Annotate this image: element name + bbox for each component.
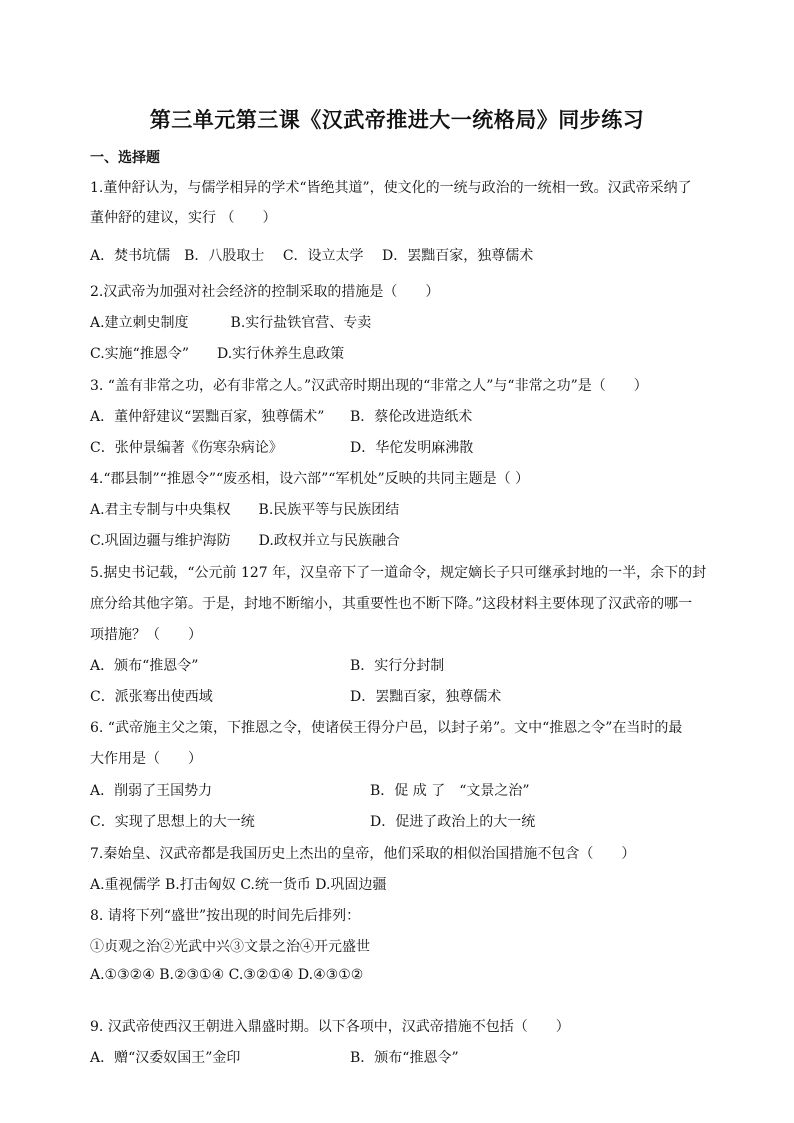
question-6-stem-line-2: 大作用是（ ） [90, 751, 202, 767]
question-8-stem: 8. 请将下列“盛世”按出现的时间先后排列： [90, 908, 361, 924]
question-2-options-ab: A.建立刺史制度 B.实行盐铁官营、专卖 [90, 315, 372, 331]
question-6-stem-line-1: 6. “武帝施主父之策，下推恩之令，使诸侯王得分户邑，以封子弟”。文中“推恩之令”在当时的最 [90, 720, 683, 736]
question-7-stem: 7.秦始皇、汉武帝都是我国历史上杰出的皇帝，他们采取的相似治国措施不包含（ ） [90, 846, 636, 862]
question-4-options-ab: A.君主专制与中央集权 B.民族平等与民族团结 [90, 502, 400, 518]
question-6-option-d: D．促进了政治上的大一统 [370, 814, 536, 830]
question-6-option-c: C．实现了思想上的大一统 [90, 814, 255, 830]
question-1-stem-line-2: 董仲舒的建议，实行 （ ） [90, 210, 277, 226]
question-4-options-cd: C.巩固边疆与维护海防 D.政权并立与民族融合 [90, 533, 400, 549]
question-8-options: A.①③②④ B.②③①④ C.③②①④ D.④③①② [90, 967, 364, 983]
question-4-stem: 4.“郡县制”“推恩令”“废丞相，设六部”“军机处”反映的共同主题是（ ） [90, 471, 530, 487]
question-3-option-b: B．蔡伦改进造纸术 [350, 409, 473, 425]
question-8-items: ①贞观之治②光武中兴③文景之治④开元盛世 [90, 939, 370, 955]
question-2-stem: 2.汉武帝为加强对社会经济的控制采取的措施是（ ） [90, 284, 440, 300]
question-9-option-b: B．颁布“推恩令” [350, 1050, 459, 1066]
question-7-options: A.重视儒学 B.打击匈奴 C.统一货币 D.巩固边疆 [90, 877, 387, 893]
question-2-options-cd: C.实施“推恩令” D.实行休养生息政策 [90, 346, 345, 362]
question-3-stem: 3. “盖有非常之功，必有非常之人。”汉武帝时期出现的“非常之人”与“非常之功”是（ ） [90, 378, 648, 394]
question-3-option-a: A．董仲舒建议“罢黜百家，独尊儒术” [90, 409, 325, 425]
section-heading: 一、选择题 [90, 150, 160, 166]
question-5-option-d: D．罢黜百家，独尊儒术 [350, 689, 502, 705]
question-5-option-c: C．派张骞出使西域 [90, 689, 213, 705]
question-6-option-b: B．促 成 了 “文景之治” [370, 783, 530, 799]
question-9-stem: 9. 汉武帝使西汉王朝进入鼎盛时期。以下各项中，汉武帝措施不包括（ ） [90, 1019, 570, 1035]
question-9-option-a: A．赠“汉委奴国王”金印 [90, 1050, 241, 1066]
question-6-option-a: A．削弱了王国势力 [90, 783, 213, 799]
question-3-option-d: D．华佗发明麻沸散 [350, 440, 474, 456]
question-1-stem-line-1: 1.董仲舒认为，与儒学相异的学术“皆绝其道”，使文化的一统与政治的一统相一致。汉武帝采纳了 [90, 180, 692, 196]
question-1-options: A．焚书坑儒 B．八股取士 C．设立太学 D．罢黜百家，独尊儒术 [90, 248, 534, 264]
question-5-option-a: A．颁布“推恩令” [90, 658, 199, 674]
question-5-option-b: B．实行分封制 [350, 658, 445, 674]
question-3-option-c: C．张仲景编著《伤寒杂病论》 [90, 440, 283, 456]
page-title: 第三单元第三课《汉武帝推进大一统格局》同步练习 [149, 108, 645, 132]
question-5-stem-line-2: 庶分给其他字第。于是，封地不断缩小，其重要性也不断下降。”这段材料主要体现了汉武帝的哪一 [90, 596, 693, 612]
question-5-stem-line-3: 项措施？（ ） [90, 627, 202, 643]
question-5-stem-line-1: 5.据史书记载，“公元前 127 年，汉皇帝下了一道命令，规定嫡长子只可继承封地的一半，余下的封 [90, 565, 707, 581]
